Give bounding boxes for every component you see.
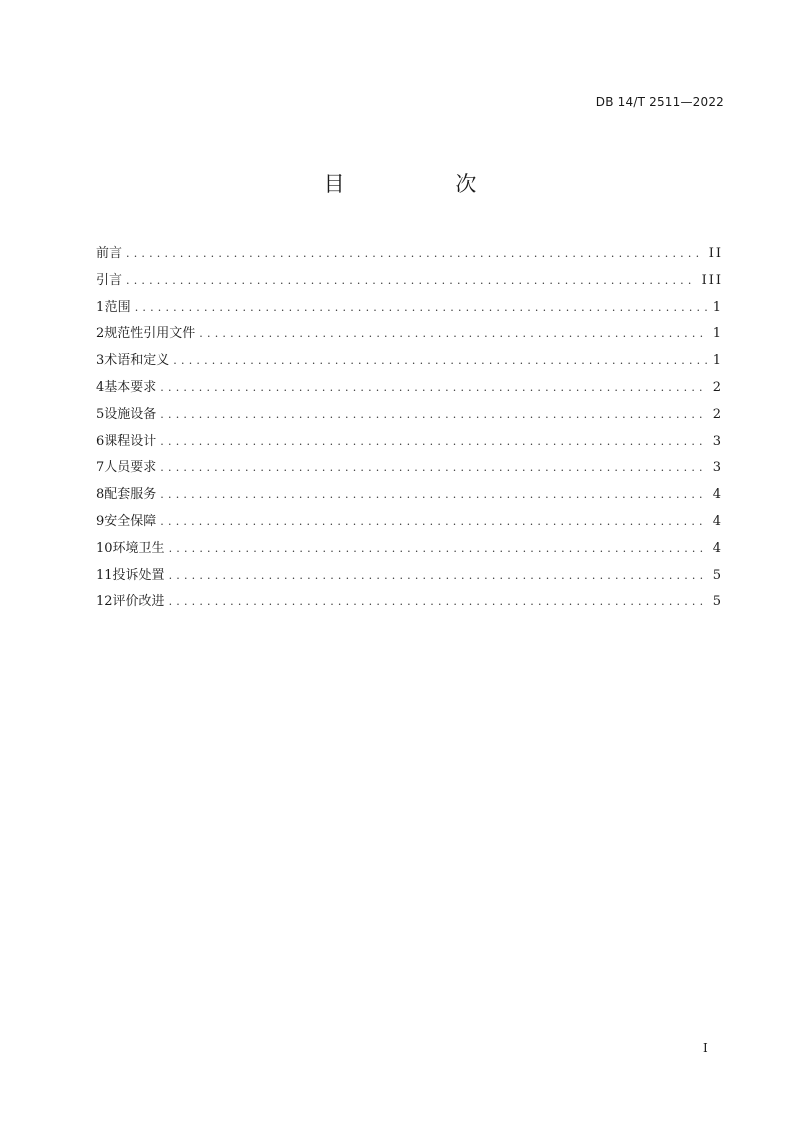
toc-page-number: 4 <box>712 487 723 503</box>
dot-leader <box>199 327 706 340</box>
toc-entry-1[interactable] <box>96 296 723 323</box>
toc-label: 人员要求 <box>104 460 157 476</box>
dot-leader <box>160 488 706 501</box>
dot-leader <box>160 381 706 394</box>
toc-section-number: 9 <box>96 513 105 529</box>
table-of-contents <box>96 242 723 617</box>
toc-page-number: 4 <box>712 540 723 556</box>
toc-page-number: 4 <box>712 513 723 529</box>
dot-leader <box>169 569 707 582</box>
toc-section-number: 1 <box>96 299 105 315</box>
toc-entry-5[interactable] <box>96 403 723 430</box>
toc-entry-2[interactable] <box>96 322 723 349</box>
toc-section-number: 8 <box>96 487 105 503</box>
toc-entry-12[interactable] <box>96 590 723 617</box>
toc-label: 投诉处置 <box>112 567 165 583</box>
toc-entry-4[interactable] <box>96 376 723 403</box>
toc-label: 配套服务 <box>104 487 157 503</box>
toc-entry-3[interactable] <box>96 349 723 376</box>
toc-page-number: 2 <box>712 379 723 395</box>
toc-label: 设施设备 <box>104 406 157 422</box>
toc-label: 环境卫生 <box>112 540 165 556</box>
toc-entry-foreword[interactable] <box>96 242 723 269</box>
dot-leader <box>160 435 706 448</box>
dot-leader <box>126 274 696 287</box>
toc-section-number: 5 <box>96 406 105 422</box>
toc-section-number: 6 <box>96 433 105 449</box>
toc-label: 引言 <box>96 272 123 288</box>
toc-entry-11[interactable] <box>96 564 723 591</box>
toc-entry-10[interactable] <box>96 537 723 564</box>
dot-leader <box>135 301 707 314</box>
toc-entry-introduction[interactable] <box>96 269 723 296</box>
dot-leader <box>173 354 706 367</box>
toc-entry-8[interactable] <box>96 483 723 510</box>
dot-leader <box>160 515 706 528</box>
toc-page-number: 1 <box>712 353 723 369</box>
dot-leader <box>160 461 706 474</box>
toc-section-number: 10 <box>96 540 113 556</box>
toc-label: 安全保障 <box>104 513 157 529</box>
toc-section-number: 7 <box>96 460 105 476</box>
toc-page-number: 5 <box>712 567 723 583</box>
toc-section-number: 2 <box>96 326 105 342</box>
toc-label: 前言 <box>96 246 123 261</box>
toc-page-number: 2 <box>712 406 723 422</box>
toc-label: 范围 <box>104 299 131 315</box>
toc-section-number: 4 <box>96 379 105 395</box>
toc-entry-7[interactable] <box>96 456 723 483</box>
page-number: I <box>703 1041 708 1055</box>
toc-page-number: 1 <box>712 299 723 315</box>
toc-entry-9[interactable] <box>96 510 723 537</box>
toc-section-number: 3 <box>96 353 105 369</box>
toc-page-number: 5 <box>712 594 723 610</box>
dot-leader <box>169 595 707 608</box>
toc-page-number: 1 <box>712 326 723 342</box>
toc-page-number: II <box>708 246 723 261</box>
toc-page-number: III <box>701 272 723 288</box>
dot-leader <box>126 247 703 260</box>
toc-section-number: 11 <box>96 567 113 583</box>
toc-entry-6[interactable] <box>96 430 723 457</box>
toc-label: 课程设计 <box>104 433 157 449</box>
toc-page-number: 3 <box>712 460 723 476</box>
toc-page-number: 3 <box>712 433 723 449</box>
dot-leader <box>160 408 706 421</box>
standard-code: DB 14/T 2511—2022 <box>595 95 724 109</box>
toc-label: 基本要求 <box>104 379 157 395</box>
toc-label: 规范性引用文件 <box>104 326 196 342</box>
dot-leader <box>169 542 707 555</box>
toc-label: 术语和定义 <box>104 353 170 369</box>
toc-section-number: 12 <box>96 594 113 610</box>
toc-label: 评价改进 <box>112 594 165 610</box>
page-title: 目 次 <box>323 172 529 196</box>
